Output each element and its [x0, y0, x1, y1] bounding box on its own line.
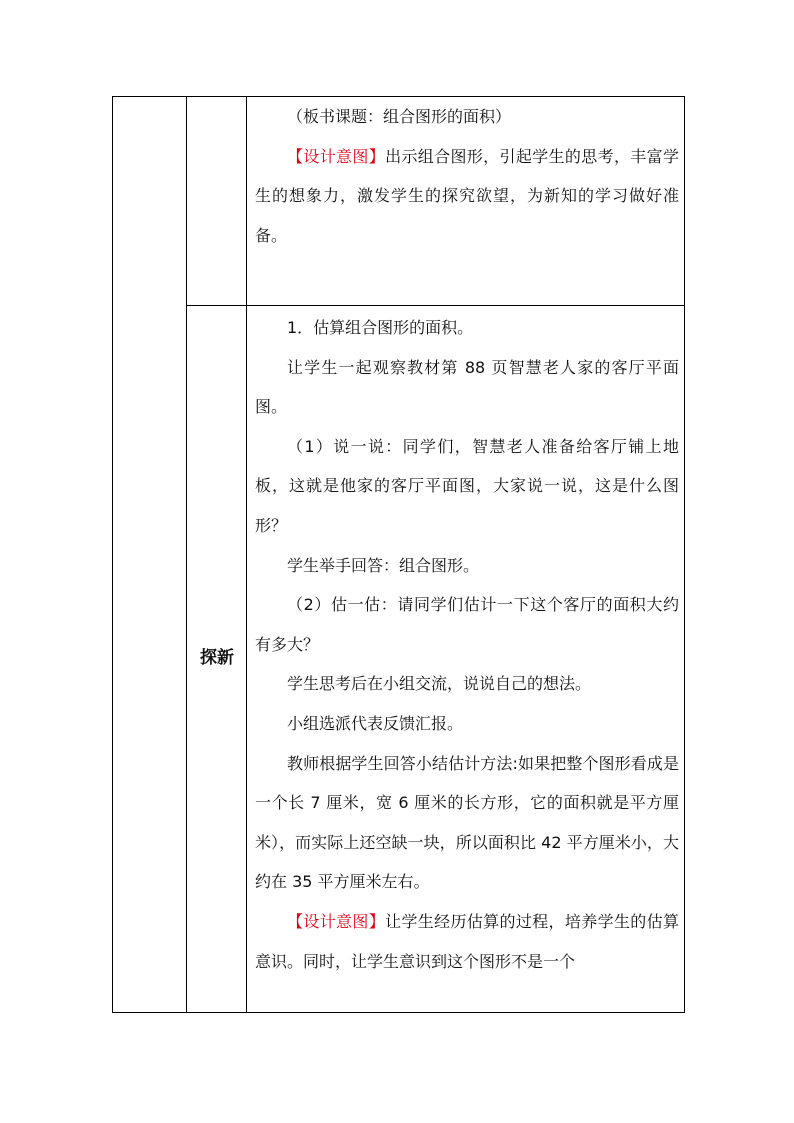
design-intent-paragraph	[255, 137, 679, 256]
column-divider-1	[186, 96, 187, 1013]
summary-paragraph: 教师根据学生回答小结估计方法:如果把整个图形看成是一个长 7 厘米，宽 6 厘米的长方形，它的面积就是平方厘米），而实际上还空缺一块，所以面积比 42 平方厘米小，大约在 35 平方厘米左右。	[255, 753, 679, 892]
explore-content-cell	[247, 306, 685, 1013]
design-intent-paragraph-2	[255, 902, 679, 981]
explore-section-label: 探新	[200, 648, 234, 668]
design-intent-label: 【设计意图】	[287, 146, 386, 166]
design-intent-text: 出示组合图形，引起学生的思考，丰富学生的想象力，激发学生的探究欲望，为新知的学习做好准备。	[255, 146, 679, 245]
report-paragraph: 小组选派代表反馈汇报。	[287, 713, 464, 733]
lesson-plan-table	[112, 96, 685, 1013]
answer-paragraph: 学生举手回答：组合图形。	[287, 555, 480, 575]
table-border-left	[112, 96, 113, 1013]
step-1-heading: 1．估算组合图形的面积。	[287, 318, 474, 337]
board-title: （板书课题：组合图形的面积）	[287, 107, 512, 126]
design-intent-text-2: 让学生经历估算的过程，培养学生的估算意识。同时，让学生意识到这个图形不是一个	[255, 911, 679, 971]
say-paragraph: （1）说一说：同学们，智慧老人准备给客厅铺上地板，这就是他家的客厅平面图，大家说一说，这是什么图形？	[255, 436, 679, 535]
estimate-paragraph: （2）估一估：请同学们估计一下这个客厅的面积大约有多大？	[255, 595, 679, 654]
observe-paragraph: 让学生一起观察教材第 88 页智慧老人家的客厅平面图。	[255, 357, 679, 417]
intro-content-cell	[247, 96, 685, 305]
design-intent-label-2: 【设计意图】	[287, 911, 386, 931]
discuss-paragraph: 学生思考后在小组交流，说说自己的想法。	[287, 674, 592, 694]
